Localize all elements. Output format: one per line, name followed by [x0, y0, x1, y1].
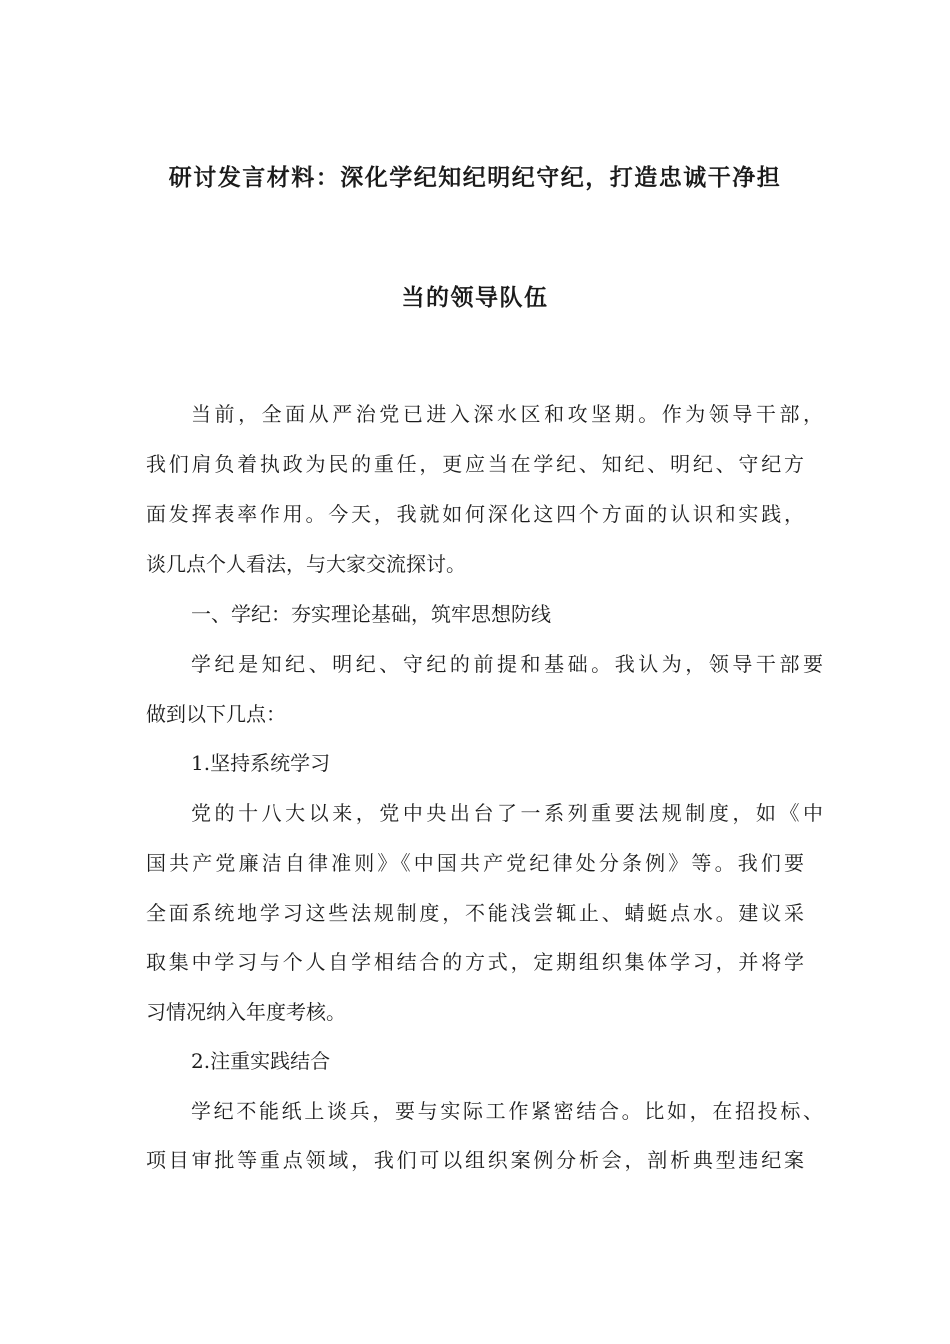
paragraph-line: 当前，全面从严治党已进入深水区和攻坚期。作为领导干部， [191, 402, 823, 426]
document-title-line-1: 研讨发言材料：深化学纪知纪明纪守纪，打造忠诚干净担 [168, 165, 782, 191]
subsection-heading: 2.注重实践结合 [191, 1049, 331, 1073]
paragraph-line: 面发挥表率作用。今天，我就如何深化这四个方面的认识和实践， [146, 502, 804, 526]
paragraph-line: 全面系统地学习这些法规制度，不能浅尝辄止、蜻蜓点水。建议采 [146, 901, 804, 925]
paragraph-line: 学纪不能纸上谈兵，要与实际工作紧密结合。比如，在招投标、 [191, 1099, 823, 1123]
paragraph-line: 党的十八大以来，党中央出台了一系列重要法规制度，如《中 [191, 801, 823, 825]
paragraph-line: 项目审批等重点领域，我们可以组织案例分析会，剖析典型违纪案 [146, 1148, 804, 1172]
section-heading: 一、学纪：夯实理论基础，筑牢思想防线 [191, 602, 551, 626]
paragraph-line: 习情况纳入年度考核。 [146, 1000, 346, 1024]
paragraph-line: 我们肩负着执政为民的重任，更应当在学纪、知纪、明纪、守纪方 [146, 452, 804, 476]
document-title-line-2: 当的领导队伍 [401, 285, 549, 311]
paragraph-line: 学纪是知纪、明纪、守纪的前提和基础。我认为，领导干部要 [191, 652, 823, 676]
paragraph-line: 谈几点个人看法，与大家交流探讨。 [146, 552, 466, 576]
subsection-heading: 1.坚持系统学习 [191, 751, 331, 775]
paragraph-line: 国共产党廉洁自律准则》《中国共产党纪律处分条例》等。我们要 [146, 851, 804, 875]
paragraph-line: 取集中学习与个人自学相结合的方式，定期组织集体学习，并将学 [146, 950, 804, 974]
paragraph-line: 做到以下几点： [146, 702, 286, 726]
